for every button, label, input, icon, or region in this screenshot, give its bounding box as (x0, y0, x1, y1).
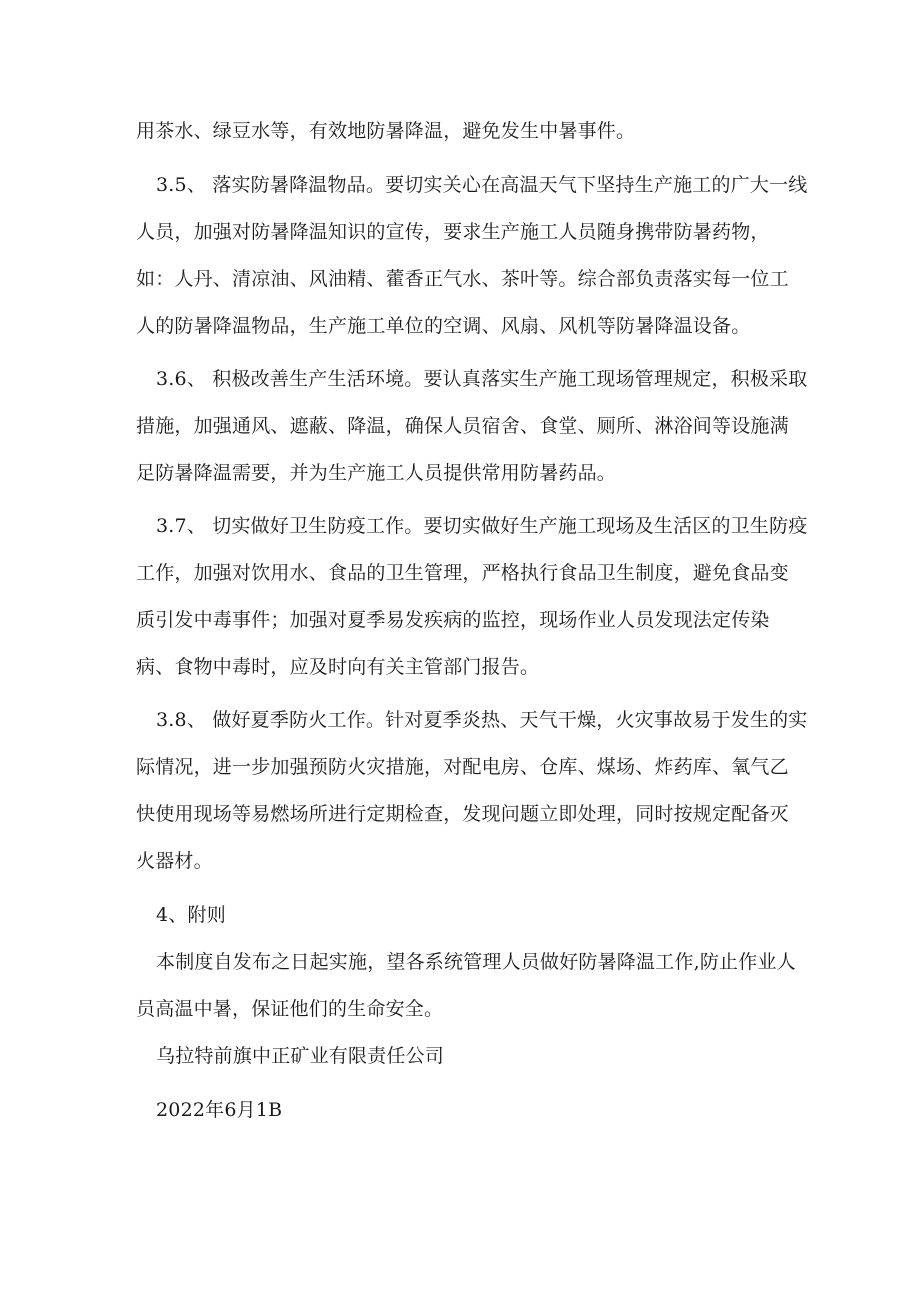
section-3-8-line-1 (156, 707, 807, 733)
section-3-6-number: 3.6、 (156, 368, 207, 390)
section-3-7-line-4: 病、食物中毒时，应及时向有关主管部门报告。 (136, 656, 540, 678)
appendix-line-1: 本制度自发布之日起实施，望各系统管理人员做好防暑降温工作,防止作业人 (156, 951, 796, 973)
section-3-8-line-3: 快使用现场等易燃场所进行定期检查，发现问题立即处理，同时按规定配备灭 (136, 803, 789, 825)
section-3-6-text-1: 积极改善生产生活环境。要认真落实生产施工现场管理规定，积极采取 (212, 368, 808, 390)
section-3-5-line-1 (156, 172, 807, 198)
appendix-heading: 4、附则 (156, 904, 226, 926)
section-3-5-line-4: 人的防暑降温物品，生产施工单位的空调、风扇、风机等防暑降温设备。 (136, 315, 751, 337)
section-3-7-text-1: 切实做好卫生防疫工作。要切实做好生产施工现场及生活区的卫生防疫 (212, 515, 808, 537)
section-3-5-text-1: 落实防暑降温物品。要切实关心在高温天气下坚持生产施工的广大一线 (212, 174, 808, 196)
document-date: 2022年6月1B (156, 1099, 283, 1121)
section-3-5-line-3: 如：人丹、清凉油、风油精、藿香正气水、茶叶等。综合部负责落实每一位工 (136, 268, 789, 290)
section-3-8-number: 3.8、 (156, 709, 207, 731)
section-3-6-line-2: 措施，加强通风、遮蔽、降温，确保人员宿舍、食堂、厕所、淋浴间等设施满 (136, 415, 789, 437)
continuation-line: 用茶水、绿豆水等，有效地防暑降温，避免发生中暑事件。 (136, 120, 636, 142)
section-3-8-line-4: 火器材。 (136, 850, 213, 872)
section-3-5-number: 3.5、 (156, 174, 207, 196)
section-3-5-line-2: 人员，加强对防暑降温知识的宣传，要求生产施工人员随身携带防暑药物， (136, 221, 770, 243)
section-3-6-line-1 (156, 366, 807, 392)
section-3-7-line-3: 质引发中毒事件；加强对夏季易发疾病的监控，现场作业人员发现法定传染 (136, 609, 770, 631)
section-3-8-text-1: 做好夏季防火工作。针对夏季炎热、天气干燥，火灾事故易于发生的实 (212, 709, 808, 731)
company-name: 乌拉特前旗中正矿业有限责任公司 (156, 1045, 445, 1067)
section-3-7-line-1 (156, 513, 807, 539)
section-3-6-line-3: 足防暑降温需要，并为生产施工人员提供常用防暑药品。 (136, 462, 617, 484)
section-3-8-line-2: 际情况，进一步加强预防火灾措施，对配电房、仓库、煤场、炸药库、氧气乙 (136, 756, 789, 778)
appendix-line-2: 员高温中暑，保证他们的生命安全。 (136, 998, 444, 1020)
section-3-7-line-2: 工作，加强对饮用水、食品的卫生管理，严格执行食品卫生制度，避免食品变 (136, 562, 789, 584)
section-3-7-number: 3.7、 (156, 515, 207, 537)
